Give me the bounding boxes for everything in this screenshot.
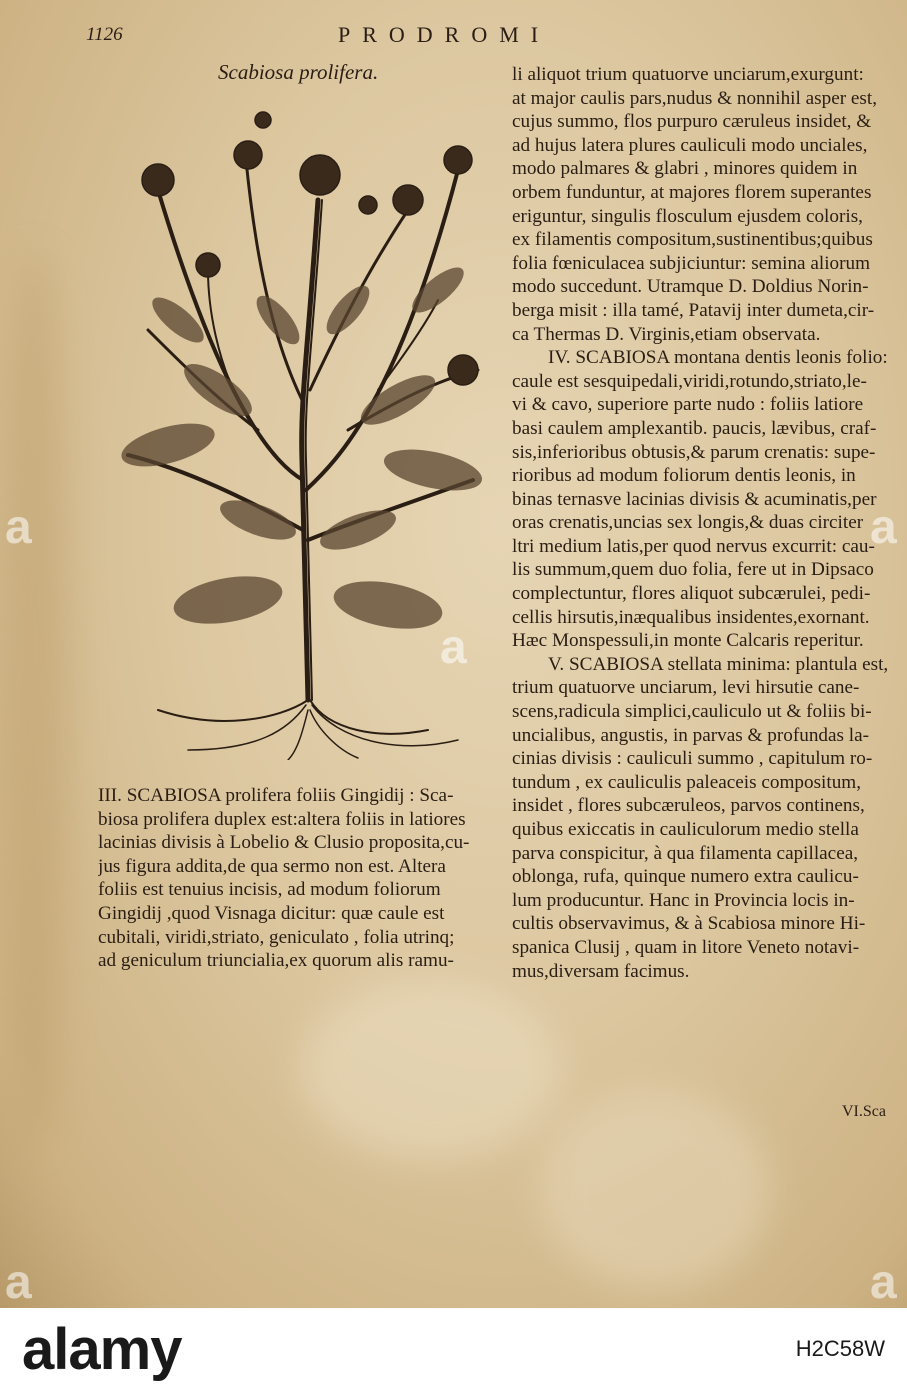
- text-line: quibus exiccatis in cauliculorum medio stella: [512, 819, 859, 840]
- text-line: cellis hirsutis,inæqualibus insidentes,exornant.: [512, 606, 870, 628]
- text-line: ca Thermas D. Virginis,etiam observata.: [512, 323, 821, 345]
- stock-image-id: H2C58W: [795, 1336, 885, 1361]
- text-line: lis summum,quem duo folia, fere ut in Dipsaco: [512, 559, 874, 581]
- text-line: eriguntur, singulis flosculum ejusdem coloris,: [512, 205, 863, 227]
- text-line: cinias divisis : cauliculi summo , capitulum ro-: [512, 748, 873, 770]
- text-line: lacinias divisis à Lobelio & Clusio proposita,cu-: [98, 832, 470, 854]
- text-line: vi & cavo, superiore parte nudo : foliis latiore: [512, 394, 864, 416]
- text-line: IV. SCABIOSA montana dentis leonis folio:: [548, 347, 888, 369]
- watermark-glyph: a: [5, 501, 32, 554]
- text-line: mus,diversam facimus.: [512, 960, 690, 982]
- text-line: lum producuntur. Hanc in Provincia locis in-: [512, 889, 855, 911]
- text-line: berga misit : illa tamé, Patavij inter dumeta,cir-: [512, 299, 875, 321]
- paper-stain: [300, 980, 560, 1160]
- text-line: Hæc Monspessuli,in monte Calcaris reperitur.: [512, 630, 864, 652]
- running-head: PRODROMI: [338, 22, 551, 47]
- text-line: rioribus ad modum foliorum dentis leonis, in: [512, 465, 856, 487]
- text-line: V. SCABIOSA stellata minima: plantula est,: [548, 653, 889, 675]
- text-line: li aliquot trium quatuorve unciarum,exurgunt:: [512, 64, 864, 85]
- text-line: modo palmares & glabri , minores quidem in: [512, 158, 858, 180]
- paper-stain: [540, 1090, 770, 1290]
- text-line: foliis est tenuius incisis, ad modum foliorum: [98, 879, 441, 901]
- text-line: cultis observavimus, & à Scabiosa minore Hi-: [512, 913, 866, 935]
- text-line: uncialibus, angustis, in parvas & profundas la-: [512, 724, 870, 746]
- page-number: 1126: [86, 24, 123, 45]
- watermark-glyph: a: [440, 621, 467, 674]
- text-line: biosa prolifera duplex est:altera foliis in latiores: [98, 808, 466, 830]
- page-gutter-shadow: [0, 250, 70, 1150]
- text-line: cubitali, viridi,striato, geniculato , folia utrinq;: [98, 926, 455, 948]
- text-line: basi caulem amplexantib. paucis, lævibus, craf-: [512, 417, 877, 439]
- watermark-glyph: a: [5, 1256, 32, 1308]
- catchword: VI.Sca: [842, 1103, 886, 1120]
- text-line: parva conspicitur, à qua filamenta capillacea,: [512, 842, 859, 864]
- text-line: spanica Clusij , quam in litore Veneto notavi-: [512, 936, 860, 958]
- text-line: Gingidij ,quod Visnaga dicitur: quæ caule est: [98, 902, 445, 924]
- text-line: ad geniculum triuncialia,ex quorum alis ramu-: [98, 950, 454, 972]
- text-line: oras crenatis,uncias sex longis,& duas circiter: [512, 512, 864, 534]
- text-line: caule est sesquipedali,viridi,rotundo,striato,le-: [512, 370, 867, 392]
- text-line: at major caulis pars,nudus & nonnihil asper est,: [512, 87, 878, 109]
- text-line: binas ternasve lacinias divisis & acuminatis,per: [512, 488, 877, 510]
- text-line: complectuntur, flores aliquot subcærulei, pedi-: [512, 583, 871, 605]
- text-line: modo succedunt. Utramque D. Doldius Norin-: [512, 276, 869, 298]
- text-line: ltri medium latis,per quod nervus excurrit: cau-: [512, 535, 875, 557]
- text-line: tundum , ex cauliculis paleaceis compositum,: [512, 771, 862, 793]
- figure-caption: Scabiosa prolifera.: [218, 60, 379, 84]
- text-line: III. SCABIOSA prolifera foliis Gingidij : Sca-: [98, 785, 454, 806]
- text-line: ad hujus latera plures cauliculi modo unciales,: [512, 134, 868, 156]
- left-text-column: [98, 784, 502, 973]
- text-line: jus figura addita,de qua sermo non est. Altera: [98, 855, 446, 877]
- text-line: orbem funduntur, at majores florem superantes: [512, 181, 872, 203]
- text-line: scens,radicula simplici,cauliculo ut & foliis bi-: [512, 701, 872, 723]
- text-line: cujus summo, flos purpuro cæruleus insidet, &: [512, 111, 872, 133]
- right-text-column: [512, 63, 906, 983]
- text-line: folia fœniculacea subjiciuntur: semina aliorum: [512, 252, 871, 274]
- text-line: sis,inferioribus obtusis,& parum crenatis: supe-: [512, 441, 876, 463]
- alamy-logo: alamy: [22, 1317, 182, 1382]
- watermark-glyph: a: [870, 501, 897, 554]
- watermark-glyph: a: [870, 1256, 897, 1308]
- text-line: insidet , flores subcæruleos, parvos continens,: [512, 795, 865, 817]
- text-line: ex filamentis compositum,sustinentibus;quibus: [512, 229, 873, 251]
- text-line: trium quatuorve unciarum, levi hirsutie cane-: [512, 677, 860, 699]
- text-line: oblonga, rufa, quinque numero extra caulicu-: [512, 866, 859, 888]
